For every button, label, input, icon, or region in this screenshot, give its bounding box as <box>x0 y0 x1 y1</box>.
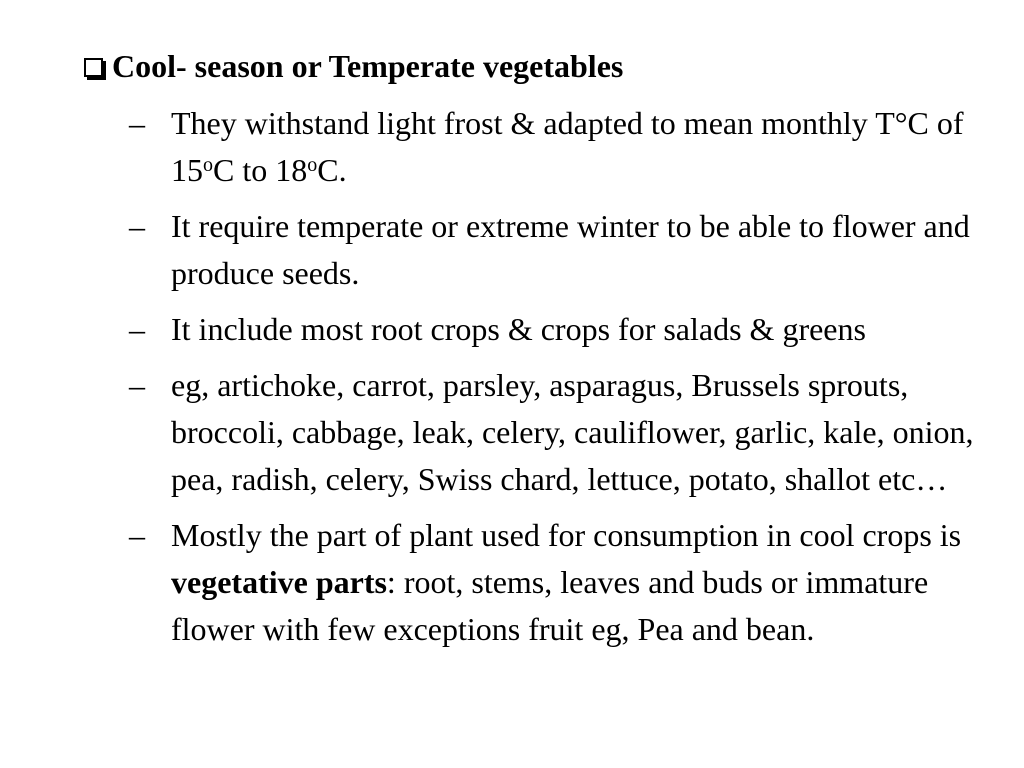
bullet-text: : root, stems, leaves and buds or immature flower with few exceptions fruit eg, Pea and bean. <box>171 564 929 647</box>
bullet-text: It require temperate or extreme winter to be able to flower and produce seeds. <box>171 208 970 291</box>
dash-bullet-icon: – <box>129 517 145 553</box>
bullet-text: Mostly the part of plant used for consumption in cool crops is <box>171 517 962 553</box>
superscript-degree: o <box>307 154 318 176</box>
slide-heading <box>84 44 623 88</box>
checkbox-bullet-icon <box>84 58 103 77</box>
bullet-item-winter <box>129 203 1009 297</box>
heading-text: Cool- season or Temperate vegetables <box>112 48 624 84</box>
superscript-degree: o <box>203 154 213 176</box>
bullet-text: C to 18 <box>213 152 308 188</box>
bullet-text: It include most root crops & crops for salads & greens <box>171 311 866 347</box>
bullet-item-root-crops <box>129 306 1009 353</box>
bullet-item-frost <box>129 100 1009 194</box>
dash-bullet-icon: – <box>129 367 145 403</box>
bold-term: vegetative parts <box>171 564 387 600</box>
bullet-text: eg, artichoke, carrot, parsley, asparagus, Brussels sprouts, broccoli, cabbage, leak, celery, cauliflower, garlic, kale, onion, pea, radish, celery, Swiss chard, lettuce, potato, shallot etc… <box>171 367 974 497</box>
dash-bullet-icon: – <box>129 105 145 141</box>
dash-bullet-icon: – <box>129 208 145 244</box>
bullet-item-vegetative-parts <box>129 512 1009 653</box>
bullet-text: They withstand light frost & adapted to mean monthly T°C of 15 <box>171 105 964 188</box>
bullet-list <box>129 100 1009 662</box>
dash-bullet-icon: – <box>129 311 145 347</box>
bullet-item-examples <box>129 362 1009 503</box>
bullet-text: C. <box>317 152 347 188</box>
